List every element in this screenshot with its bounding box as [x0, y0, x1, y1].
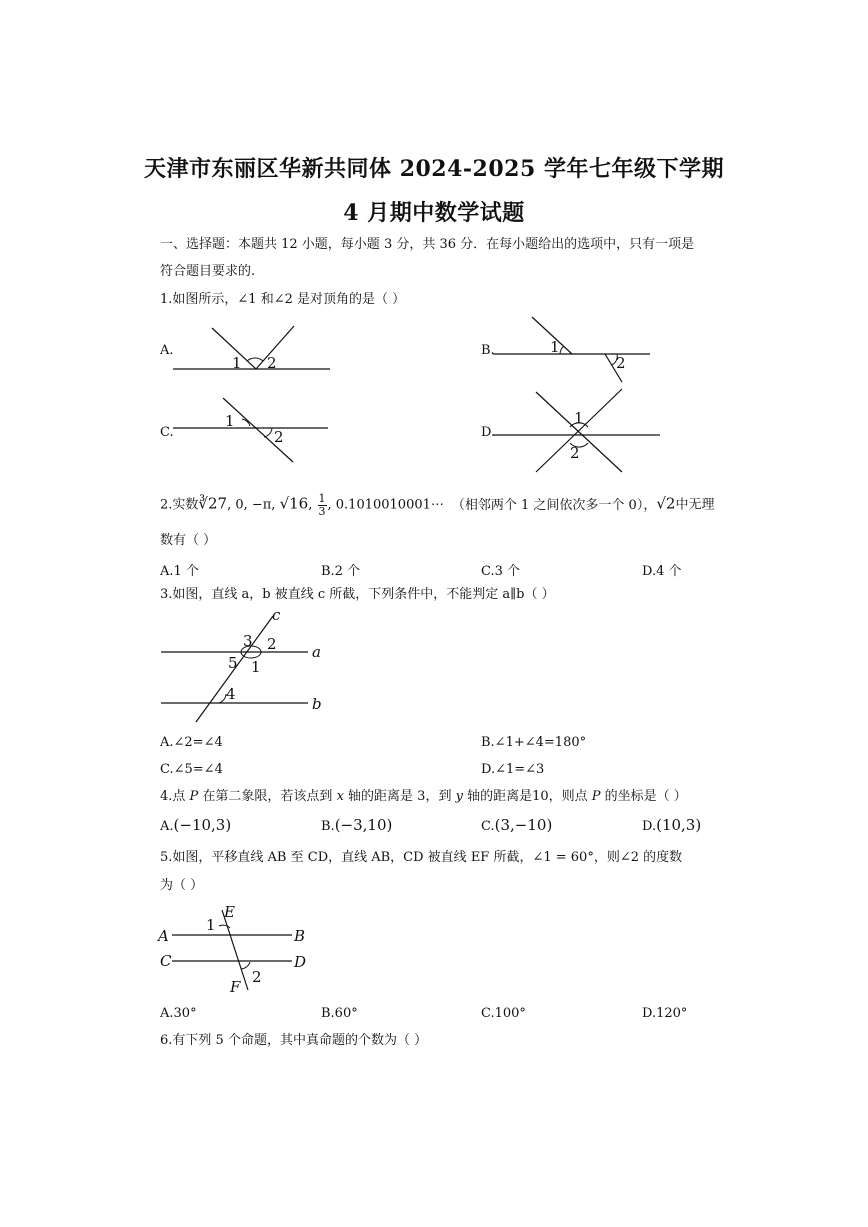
q1-figure-c: [170, 395, 335, 465]
q1b-angle-1: 1: [550, 338, 560, 356]
q3-angle-4: 4: [226, 685, 236, 703]
q1-figure-b: [490, 314, 660, 384]
q5-angle-1: 1: [206, 916, 216, 934]
q4-stem: 4.点 P 在第二象限，若该点到 x 轴的距离是 3，到 y 轴的距离是10，则点 P 的坐标是（ ）: [160, 789, 687, 804]
q3-option-d: D.∠1=∠3: [481, 762, 545, 777]
q2-option-c: C.3 个: [481, 564, 521, 579]
q1-figure-d: [490, 385, 665, 477]
q1d-angle-2: 2: [570, 444, 580, 462]
q3-option-b: B.∠1+∠4=180°: [481, 735, 587, 750]
q5-option-b: B.60°: [321, 1006, 358, 1021]
q5-point-a: A: [158, 927, 169, 945]
q1a-angle-2: 2: [267, 354, 277, 372]
q4-option-c: C.(3,−10): [481, 816, 553, 834]
q5-point-c: C: [160, 952, 172, 970]
q3-angle-2: 2: [267, 635, 277, 653]
q4-option-a: A.(−10,3): [160, 816, 232, 834]
q5-option-a: A.30°: [160, 1006, 197, 1021]
q3-angle-1: 1: [251, 658, 261, 676]
q1-figure-a: [170, 322, 335, 377]
q2-stem: 2.实数∛27, 0, −π, √16, $\frac{1}{3}$ , 0.1010010001⋯ （相邻两个 1 之间依次多一个 0），√2中无理: [160, 492, 715, 518]
q1-option-d-label: D.: [481, 425, 496, 440]
q2-option-d: D.4 个: [642, 564, 682, 579]
q3-angle-5: 5: [228, 654, 238, 672]
q1d-angle-1: 1: [574, 409, 584, 427]
section-instructions-line1: 一、选择题：本题共 12 小题，每小题 3 分，共 36 分．在每小题给出的选项中，只有一项是: [160, 237, 695, 252]
q3-line-b: b: [312, 695, 322, 713]
q5-stem-line2: 为（ ）: [160, 878, 204, 893]
q5-point-f: F: [230, 978, 241, 996]
q5-option-d: D.120°: [642, 1006, 688, 1021]
q3-line-c: c: [272, 606, 281, 624]
q2-option-b: B.2 个: [321, 564, 361, 579]
q2-option-a: A.1 个: [160, 564, 199, 579]
q1b-angle-2: 2: [616, 354, 626, 372]
q3-option-a: A.∠2=∠4: [160, 735, 223, 750]
q5-option-c: C.100°: [481, 1006, 526, 1021]
q6-stem: 6.有下列 5 个命题，其中真命题的个数为（ ）: [160, 1033, 428, 1048]
q1-option-c-label: C.: [160, 425, 174, 440]
q5-stem-line1: 5.如图，平移直线 AB 至 CD，直线 AB，CD 被直线 EF 所截，∠1 = 60°，则∠2 的度数: [160, 850, 683, 865]
page-subtitle: 4 月期中数学试题: [343, 200, 525, 226]
q5-figure: [156, 900, 321, 996]
q1-option-a-label: A.: [160, 343, 174, 358]
q3-figure: [158, 608, 328, 728]
q4-option-b: B.(−3,10): [321, 816, 393, 834]
q5-point-d: D: [294, 953, 307, 971]
q1c-angle-1: 1: [225, 412, 235, 430]
q3-line-a: a: [312, 643, 321, 661]
q4-option-d: D.(10,3): [642, 816, 702, 834]
q3-stem: 3.如图，直线 a，b 被直线 c 所截，下列条件中，不能判定 a∥b（ ）: [160, 587, 555, 602]
q5-point-e: E: [224, 903, 235, 921]
q1-stem: 1.如图所示，∠1 和∠2 是对顶角的是（ ）: [160, 292, 406, 307]
q5-point-b: B: [294, 927, 306, 945]
q1c-angle-2: 2: [274, 428, 284, 446]
page-title: 天津市东丽区华新共同体 2024-2025 学年七年级下学期: [144, 156, 724, 182]
q5-angle-2: 2: [252, 968, 262, 986]
q1-option-b-label: B.: [481, 343, 495, 358]
q3-angle-3: 3: [243, 632, 253, 650]
q2-stem-line2: 数有（ ）: [160, 533, 217, 548]
q1a-angle-1: 1: [232, 354, 242, 372]
section-instructions-line2: 符合题目要求的.: [160, 264, 256, 279]
q3-option-c: C.∠5=∠4: [160, 762, 223, 777]
